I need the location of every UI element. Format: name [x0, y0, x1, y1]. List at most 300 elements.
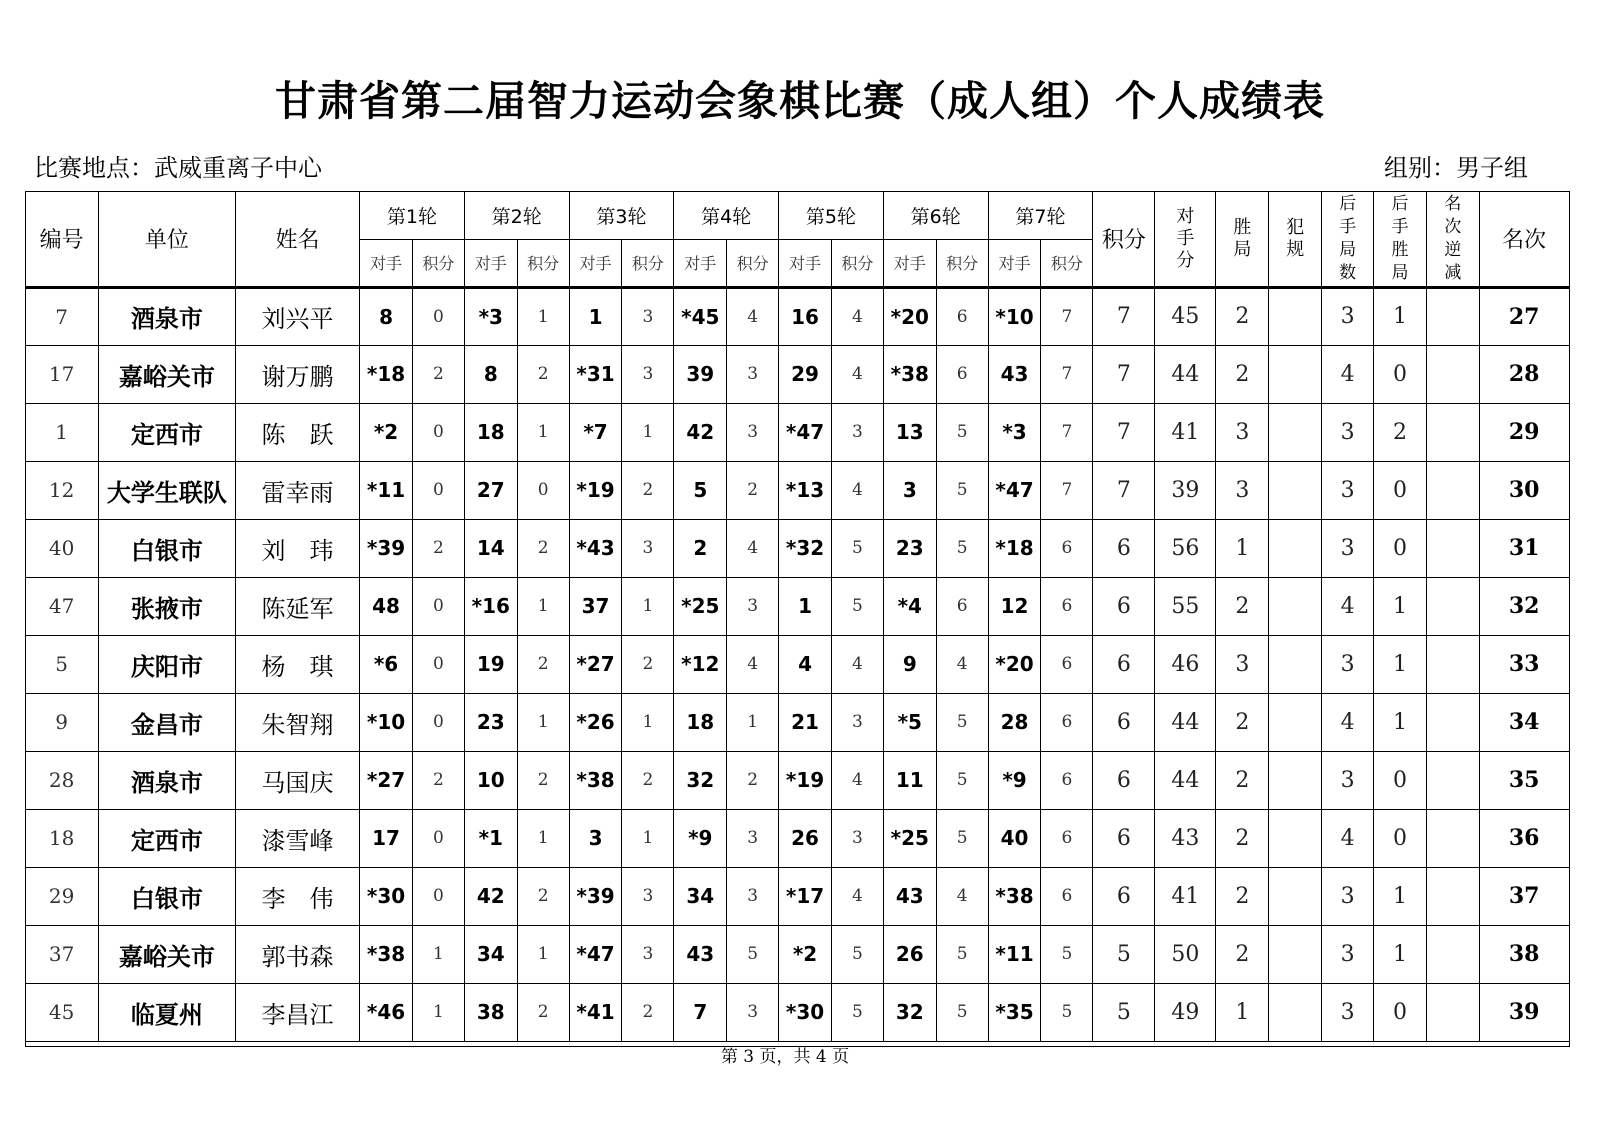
total-score-cell: 5 [1093, 925, 1155, 983]
rank-drop-cell [1426, 577, 1479, 635]
table-row [25, 577, 1569, 635]
black-games-cell: 3 [1322, 287, 1374, 345]
round-6-score-cell: 6 [936, 345, 988, 403]
black-wins-cell: 0 [1374, 751, 1427, 809]
header-total-score: 积分 [1093, 191, 1155, 287]
total-score-cell: 6 [1093, 867, 1155, 925]
header-round-6: 第6轮 [883, 191, 988, 239]
round-5-score-cell: 3 [831, 809, 883, 867]
table-row [25, 345, 1569, 403]
player-id-cell: 40 [25, 519, 98, 577]
header-black-wins: 后手胜局 [1374, 191, 1427, 287]
rank-cell: 33 [1479, 635, 1569, 693]
round-2-score-cell: 2 [517, 345, 569, 403]
header-opp: 对手 [883, 239, 936, 287]
rank-cell: 36 [1479, 809, 1569, 867]
black-games-cell: 3 [1322, 403, 1374, 461]
round-3-score-cell: 3 [622, 925, 674, 983]
round-2-score-cell: 2 [517, 867, 569, 925]
round-3-opponent-cell: *7 [569, 403, 622, 461]
round-6-score-cell: 5 [936, 693, 988, 751]
total-score-cell: 6 [1093, 751, 1155, 809]
player-name-cell: 李昌江 [236, 983, 360, 1041]
round-4-opponent-cell: 42 [674, 403, 727, 461]
player-name-cell: 刘兴平 [236, 287, 360, 345]
table-row [25, 635, 1569, 693]
round-7-score-cell: 6 [1041, 577, 1093, 635]
round-5-opponent-cell: 21 [779, 693, 832, 751]
round-3-opponent-cell: *38 [569, 751, 622, 809]
round-7-score-cell: 6 [1041, 867, 1093, 925]
player-unit-cell: 嘉峪关市 [98, 345, 235, 403]
round-3-score-cell: 1 [622, 577, 674, 635]
round-6-score-cell: 5 [936, 461, 988, 519]
wins-cell: 3 [1216, 461, 1269, 519]
round-4-score-cell: 3 [727, 867, 779, 925]
round-7-score-cell: 5 [1041, 983, 1093, 1041]
player-id-cell: 7 [25, 287, 98, 345]
player-name-cell: 马国庆 [236, 751, 360, 809]
wins-cell: 2 [1216, 809, 1269, 867]
player-unit-cell: 酒泉市 [98, 287, 235, 345]
black-wins-cell: 1 [1374, 867, 1427, 925]
round-7-opponent-cell: 40 [988, 809, 1041, 867]
round-6-score-cell: 4 [936, 635, 988, 693]
round-4-opponent-cell: 7 [674, 983, 727, 1041]
black-wins-cell: 1 [1374, 693, 1427, 751]
group-label: 组别：男子组 [1384, 154, 1528, 182]
opp-score-cell: 56 [1155, 519, 1216, 577]
header-black-games: 后手局数 [1322, 191, 1374, 287]
round-3-opponent-cell: *47 [569, 925, 622, 983]
total-score-cell: 6 [1093, 519, 1155, 577]
round-1-score-cell: 2 [412, 519, 464, 577]
player-id-cell: 5 [25, 635, 98, 693]
round-5-opponent-cell: 4 [779, 635, 832, 693]
round-7-score-cell: 7 [1041, 461, 1093, 519]
round-1-opponent-cell: 17 [360, 809, 413, 867]
player-unit-cell: 大学生联队 [98, 461, 235, 519]
round-3-score-cell: 1 [622, 693, 674, 751]
opp-score-cell: 44 [1155, 693, 1216, 751]
round-1-opponent-cell: *38 [360, 925, 413, 983]
round-5-opponent-cell: *47 [779, 403, 832, 461]
black-wins-cell: 1 [1374, 287, 1427, 345]
round-7-opponent-cell: *11 [988, 925, 1041, 983]
round-7-opponent-cell: *18 [988, 519, 1041, 577]
player-id-cell: 9 [25, 693, 98, 751]
rank-cell: 28 [1479, 345, 1569, 403]
wins-cell: 1 [1216, 983, 1269, 1041]
rank-cell: 37 [1479, 867, 1569, 925]
player-unit-cell: 嘉峪关市 [98, 925, 235, 983]
round-6-opponent-cell: 11 [883, 751, 936, 809]
round-3-score-cell: 2 [622, 461, 674, 519]
header-round-1: 第1轮 [360, 191, 465, 239]
table-row [25, 867, 1569, 925]
black-wins-cell: 0 [1374, 983, 1427, 1041]
rank-cell: 39 [1479, 983, 1569, 1041]
total-score-cell: 6 [1093, 577, 1155, 635]
black-games-cell: 4 [1322, 809, 1374, 867]
round-6-opponent-cell: 26 [883, 925, 936, 983]
round-1-opponent-cell: *30 [360, 867, 413, 925]
round-6-opponent-cell: 32 [883, 983, 936, 1041]
player-unit-cell: 白银市 [98, 867, 235, 925]
round-1-score-cell: 0 [412, 403, 464, 461]
round-3-opponent-cell: *41 [569, 983, 622, 1041]
rank-cell: 34 [1479, 693, 1569, 751]
round-7-score-cell: 6 [1041, 693, 1093, 751]
round-2-score-cell: 1 [517, 403, 569, 461]
round-7-opponent-cell: *38 [988, 867, 1041, 925]
round-6-score-cell: 6 [936, 577, 988, 635]
player-id-cell: 47 [25, 577, 98, 635]
round-5-opponent-cell: *30 [779, 983, 832, 1041]
opp-score-cell: 44 [1155, 751, 1216, 809]
opp-score-cell: 49 [1155, 983, 1216, 1041]
round-1-score-cell: 0 [412, 461, 464, 519]
round-5-opponent-cell: 1 [779, 577, 832, 635]
round-3-opponent-cell: *31 [569, 345, 622, 403]
header-name: 姓名 [236, 191, 360, 287]
header-round-5: 第5轮 [779, 191, 884, 239]
fouls-cell [1269, 693, 1322, 751]
total-score-cell: 6 [1093, 635, 1155, 693]
round-5-score-cell: 4 [831, 867, 883, 925]
page-title: 甘肃省第二届智力运动会象棋比赛（成人组）个人成绩表 [275, 77, 1325, 125]
black-wins-cell: 1 [1374, 577, 1427, 635]
round-3-opponent-cell: *26 [569, 693, 622, 751]
round-6-score-cell: 5 [936, 983, 988, 1041]
round-3-opponent-cell: 3 [569, 809, 622, 867]
round-4-score-cell: 3 [727, 403, 779, 461]
wins-cell: 1 [1216, 519, 1269, 577]
round-6-opponent-cell: 43 [883, 867, 936, 925]
fouls-cell [1269, 925, 1322, 983]
round-5-score-cell: 3 [831, 693, 883, 751]
header-round-7: 第7轮 [988, 191, 1093, 239]
player-id-cell: 18 [25, 809, 98, 867]
round-2-opponent-cell: *1 [464, 809, 517, 867]
round-1-opponent-cell: 48 [360, 577, 413, 635]
round-5-score-cell: 4 [831, 461, 883, 519]
header-round-3: 第3轮 [569, 191, 674, 239]
round-1-opponent-cell: *11 [360, 461, 413, 519]
fouls-cell [1269, 287, 1322, 345]
total-score-cell: 7 [1093, 403, 1155, 461]
table-body [25, 287, 1569, 1041]
round-5-opponent-cell: *13 [779, 461, 832, 519]
results-table [25, 191, 1570, 1042]
round-4-score-cell: 3 [727, 809, 779, 867]
round-1-opponent-cell: *10 [360, 693, 413, 751]
player-name-cell: 郭书森 [236, 925, 360, 983]
round-4-opponent-cell: *45 [674, 287, 727, 345]
round-4-opponent-cell: *12 [674, 635, 727, 693]
header-score: 积分 [622, 239, 674, 287]
round-1-score-cell: 0 [412, 693, 464, 751]
rank-cell: 32 [1479, 577, 1569, 635]
round-4-opponent-cell: 39 [674, 345, 727, 403]
round-7-score-cell: 6 [1041, 751, 1093, 809]
round-6-opponent-cell: *4 [883, 577, 936, 635]
total-score-cell: 5 [1093, 983, 1155, 1041]
round-6-score-cell: 5 [936, 751, 988, 809]
total-score-cell: 6 [1093, 693, 1155, 751]
table-row [25, 403, 1569, 461]
table-row [25, 519, 1569, 577]
round-5-score-cell: 5 [831, 577, 883, 635]
round-2-opponent-cell: 34 [464, 925, 517, 983]
round-3-opponent-cell: *43 [569, 519, 622, 577]
black-wins-cell: 1 [1374, 925, 1427, 983]
round-3-score-cell: 2 [622, 983, 674, 1041]
round-5-opponent-cell: 29 [779, 345, 832, 403]
table-row [25, 693, 1569, 751]
rank-cell: 30 [1479, 461, 1569, 519]
round-2-opponent-cell: *3 [464, 287, 517, 345]
round-5-opponent-cell: 26 [779, 809, 832, 867]
rank-drop-cell [1426, 925, 1479, 983]
player-name-cell: 陈延军 [236, 577, 360, 635]
wins-cell: 2 [1216, 345, 1269, 403]
round-7-opponent-cell: *35 [988, 983, 1041, 1041]
round-2-opponent-cell: 8 [464, 345, 517, 403]
round-5-score-cell: 4 [831, 345, 883, 403]
fouls-cell [1269, 519, 1322, 577]
opp-score-cell: 41 [1155, 867, 1216, 925]
header-rank: 名次 [1479, 191, 1569, 287]
round-5-opponent-cell: *2 [779, 925, 832, 983]
round-3-opponent-cell: *39 [569, 867, 622, 925]
round-7-opponent-cell: *10 [988, 287, 1041, 345]
rank-drop-cell [1426, 461, 1479, 519]
round-6-opponent-cell: 13 [883, 403, 936, 461]
header-rank-drop: 名次逆减 [1426, 191, 1479, 287]
round-1-opponent-cell: 8 [360, 287, 413, 345]
round-3-score-cell: 2 [622, 635, 674, 693]
round-7-opponent-cell: 12 [988, 577, 1041, 635]
round-1-score-cell: 1 [412, 925, 464, 983]
round-6-score-cell: 4 [936, 867, 988, 925]
table-row [25, 809, 1569, 867]
round-1-score-cell: 0 [412, 635, 464, 693]
round-1-score-cell: 2 [412, 751, 464, 809]
round-1-score-cell: 0 [412, 809, 464, 867]
round-1-opponent-cell: *27 [360, 751, 413, 809]
round-5-score-cell: 5 [831, 519, 883, 577]
rank-cell: 38 [1479, 925, 1569, 983]
round-7-opponent-cell: *20 [988, 635, 1041, 693]
wins-cell: 2 [1216, 751, 1269, 809]
round-3-score-cell: 2 [622, 751, 674, 809]
venue-label: 比赛地点：武威重离子中心 [34, 154, 322, 182]
header-unit: 单位 [98, 191, 235, 287]
round-4-opponent-cell: 32 [674, 751, 727, 809]
round-2-opponent-cell: *16 [464, 577, 517, 635]
header-opp: 对手 [674, 239, 727, 287]
opp-score-cell: 50 [1155, 925, 1216, 983]
opp-score-cell: 41 [1155, 403, 1216, 461]
round-5-opponent-cell: 16 [779, 287, 832, 345]
round-7-score-cell: 6 [1041, 635, 1093, 693]
round-4-opponent-cell: 34 [674, 867, 727, 925]
round-3-score-cell: 3 [622, 345, 674, 403]
player-unit-cell: 酒泉市 [98, 751, 235, 809]
round-1-score-cell: 0 [412, 287, 464, 345]
round-5-opponent-cell: *19 [779, 751, 832, 809]
round-7-opponent-cell: 28 [988, 693, 1041, 751]
round-6-opponent-cell: *25 [883, 809, 936, 867]
round-3-opponent-cell: 1 [569, 287, 622, 345]
player-name-cell: 雷幸雨 [236, 461, 360, 519]
black-games-cell: 3 [1322, 519, 1374, 577]
round-1-opponent-cell: *39 [360, 519, 413, 577]
round-5-score-cell: 4 [831, 751, 883, 809]
round-6-opponent-cell: *5 [883, 693, 936, 751]
round-6-score-cell: 5 [936, 809, 988, 867]
opp-score-cell: 55 [1155, 577, 1216, 635]
black-games-cell: 4 [1322, 577, 1374, 635]
player-id-cell: 1 [25, 403, 98, 461]
round-2-score-cell: 1 [517, 577, 569, 635]
round-4-score-cell: 2 [727, 461, 779, 519]
player-id-cell: 17 [25, 345, 98, 403]
round-5-score-cell: 5 [831, 983, 883, 1041]
header-score: 积分 [517, 239, 569, 287]
total-score-cell: 7 [1093, 287, 1155, 345]
round-4-score-cell: 4 [727, 287, 779, 345]
player-name-cell: 陈 跃 [236, 403, 360, 461]
round-1-opponent-cell: *18 [360, 345, 413, 403]
fouls-cell [1269, 983, 1322, 1041]
opp-score-cell: 46 [1155, 635, 1216, 693]
round-5-score-cell: 5 [831, 925, 883, 983]
rank-drop-cell [1426, 983, 1479, 1041]
round-2-opponent-cell: 38 [464, 983, 517, 1041]
round-4-score-cell: 2 [727, 751, 779, 809]
round-5-opponent-cell: *17 [779, 867, 832, 925]
round-4-score-cell: 4 [727, 519, 779, 577]
player-unit-cell: 金昌市 [98, 693, 235, 751]
round-4-opponent-cell: 18 [674, 693, 727, 751]
black-games-cell: 4 [1322, 345, 1374, 403]
rank-drop-cell [1426, 403, 1479, 461]
player-unit-cell: 白银市 [98, 519, 235, 577]
round-6-opponent-cell: *20 [883, 287, 936, 345]
fouls-cell [1269, 809, 1322, 867]
black-games-cell: 3 [1322, 983, 1374, 1041]
round-1-score-cell: 0 [412, 577, 464, 635]
total-score-cell: 7 [1093, 345, 1155, 403]
wins-cell: 2 [1216, 287, 1269, 345]
player-unit-cell: 张掖市 [98, 577, 235, 635]
black-wins-cell: 1 [1374, 635, 1427, 693]
player-id-cell: 45 [25, 983, 98, 1041]
black-wins-cell: 0 [1374, 519, 1427, 577]
black-games-cell: 3 [1322, 867, 1374, 925]
round-7-opponent-cell: *3 [988, 403, 1041, 461]
header-opp: 对手 [779, 239, 832, 287]
player-id-cell: 28 [25, 751, 98, 809]
rank-drop-cell [1426, 345, 1479, 403]
round-6-opponent-cell: 3 [883, 461, 936, 519]
rank-cell: 29 [1479, 403, 1569, 461]
rank-drop-cell [1426, 751, 1479, 809]
wins-cell: 2 [1216, 577, 1269, 635]
round-2-opponent-cell: 18 [464, 403, 517, 461]
table-row [25, 983, 1569, 1041]
round-3-score-cell: 3 [622, 519, 674, 577]
fouls-cell [1269, 345, 1322, 403]
round-7-score-cell: 6 [1041, 519, 1093, 577]
header-round-4: 第4轮 [674, 191, 779, 239]
header-opp-score: 对手分 [1155, 191, 1216, 287]
black-wins-cell: 0 [1374, 461, 1427, 519]
round-2-score-cell: 1 [517, 287, 569, 345]
table-row [25, 287, 1569, 345]
player-id-cell: 12 [25, 461, 98, 519]
round-5-opponent-cell: *32 [779, 519, 832, 577]
round-7-opponent-cell: 43 [988, 345, 1041, 403]
round-2-opponent-cell: 42 [464, 867, 517, 925]
player-id-cell: 37 [25, 925, 98, 983]
wins-cell: 3 [1216, 635, 1269, 693]
opp-score-cell: 39 [1155, 461, 1216, 519]
header-id: 编号 [25, 191, 98, 287]
round-6-opponent-cell: 9 [883, 635, 936, 693]
round-6-opponent-cell: *38 [883, 345, 936, 403]
round-1-score-cell: 1 [412, 983, 464, 1041]
round-3-opponent-cell: *19 [569, 461, 622, 519]
player-name-cell: 朱智翔 [236, 693, 360, 751]
page-footer: 第 3 页，共 4 页 [720, 1047, 850, 1067]
header-wins: 胜局 [1216, 191, 1269, 287]
round-3-score-cell: 3 [622, 287, 674, 345]
rank-drop-cell [1426, 693, 1479, 751]
round-4-score-cell: 5 [727, 925, 779, 983]
round-6-opponent-cell: 23 [883, 519, 936, 577]
round-5-score-cell: 3 [831, 403, 883, 461]
results-table-frame [25, 191, 1570, 1047]
round-3-score-cell: 1 [622, 403, 674, 461]
round-6-score-cell: 5 [936, 519, 988, 577]
round-4-score-cell: 1 [727, 693, 779, 751]
rank-drop-cell [1426, 635, 1479, 693]
player-unit-cell: 庆阳市 [98, 635, 235, 693]
round-2-opponent-cell: 23 [464, 693, 517, 751]
round-2-opponent-cell: 14 [464, 519, 517, 577]
round-4-opponent-cell: *9 [674, 809, 727, 867]
player-name-cell: 杨 琪 [236, 635, 360, 693]
round-4-score-cell: 3 [727, 345, 779, 403]
black-wins-cell: 0 [1374, 809, 1427, 867]
round-4-opponent-cell: 43 [674, 925, 727, 983]
round-7-score-cell: 7 [1041, 403, 1093, 461]
round-3-score-cell: 3 [622, 867, 674, 925]
round-3-opponent-cell: 37 [569, 577, 622, 635]
fouls-cell [1269, 867, 1322, 925]
header-opp: 对手 [569, 239, 622, 287]
black-games-cell: 3 [1322, 635, 1374, 693]
round-1-score-cell: 2 [412, 345, 464, 403]
round-1-score-cell: 0 [412, 867, 464, 925]
opp-score-cell: 43 [1155, 809, 1216, 867]
fouls-cell [1269, 751, 1322, 809]
rank-cell: 35 [1479, 751, 1569, 809]
header-score: 积分 [412, 239, 464, 287]
